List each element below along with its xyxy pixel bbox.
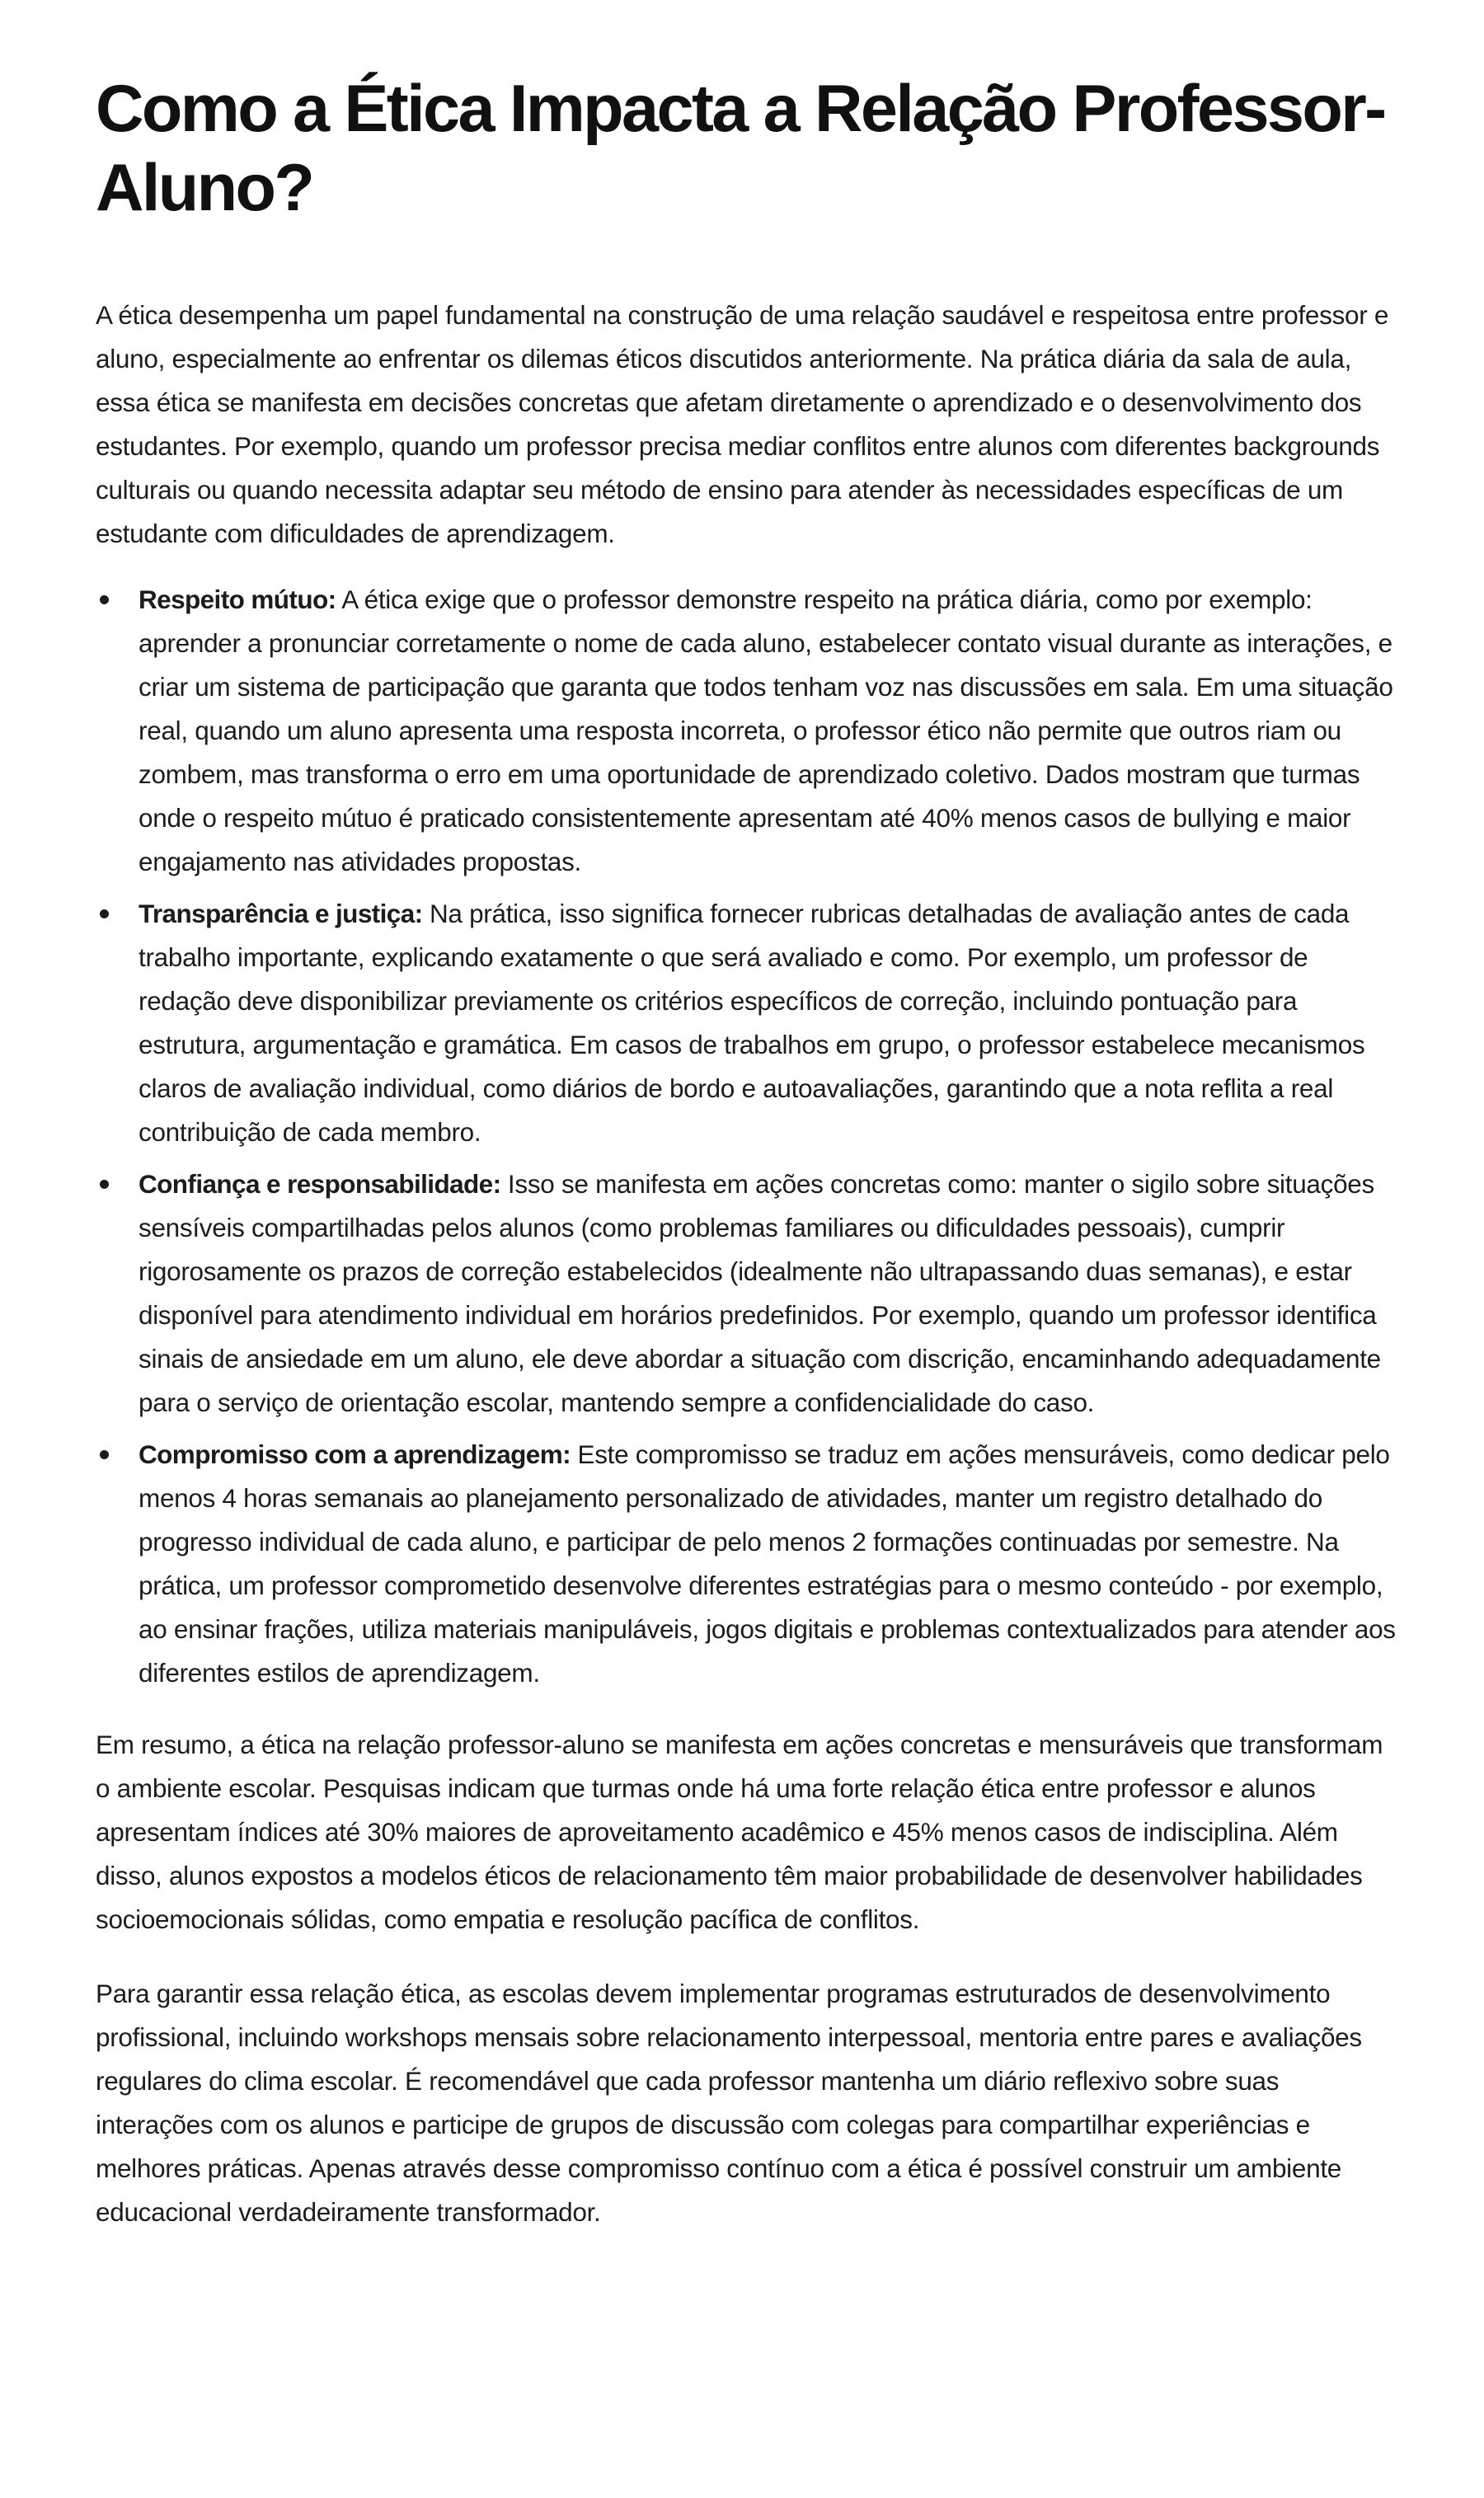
list-item-text: A ética exige que o professor demonstre respeito na prática diária, como por exemplo: aprender a pronunciar corretamente o nome de cada aluno, estabelecer contato visual durante as interações, e criar um sistema de participação que garanta que todos tenham voz nas discussões em sala. Em uma situação real, quando um aluno apresenta uma resposta incorreta, o professor ético não permite que outros riam ou zombem, mas transforma o erro em uma oportunidade de aprendizado coletivo. Dados mostram que turmas onde o respeito mútuo é praticado consistentemente apresentam até 40% menos casos de bullying e maior engajamento nas atividades propostas. [139, 585, 1393, 876]
list-item-title: Compromisso com a aprendizagem: [139, 1439, 571, 1469]
list-item-text: Isso se manifesta em ações concretas como: manter o sigilo sobre situações sensíveis compartilhadas pelos alunos (como problemas familiares ou dificuldades pessoais), cumprir rigorosamente os prazos de correção estabelecidos (idealmente não ultrapassando duas semanas), e estar disponível para atendimento individual em horários predefinidos. Por exemplo, quando um professor identifica sinais de ansiedade em um aluno, ele deve abordar a situação com discrição, encaminhando adequadamente para o serviço de orientação escolar, mantendo sempre a confidencialidade do caso. [139, 1169, 1381, 1417]
bullet-icon [100, 1180, 109, 1189]
list-item-text: Este compromisso se traduz em ações mensuráveis, como dedicar pelo menos 4 horas semanais ao planejamento personalizado de atividades, manter um registro detalhado do progresso individual de cada aluno, e participar de pelo menos 2 formações continuadas por semestre. Na prática, um professor comprometido desenvolve diferentes estratégias para o mesmo conteúdo - por exemplo, ao ensinar frações, utiliza materiais manipuláveis, jogos digitais e problemas contextualizados para atender aos diferentes estilos de aprendizagem. [139, 1439, 1396, 1688]
list-item-title: Transparência e justiça: [139, 899, 423, 928]
list-item-respeito-mutuo [96, 578, 1398, 884]
list-item-title: Confiança e responsabilidade: [139, 1169, 501, 1199]
list-item-text: Na prática, isso significa fornecer rubricas detalhadas de avaliação antes de cada trabalho importante, explicando exatamente o que será avaliado e como. Por exemplo, um professor de redação deve disponibilizar previamente os critérios específicos de correção, incluindo pontuação para estrutura, argumentação e gramática. Em casos de trabalhos em grupo, o professor estabelece mecanismos claros de avaliação individual, como diários de bordo e autoavaliações, garantindo que a nota reflita a real contribuição de cada membro. [139, 899, 1365, 1147]
bullet-icon [100, 1450, 109, 1459]
intro-paragraph: A ética desempenha um papel fundamental na construção de uma relação saudável e respeitosa entre professor e aluno, especialmente ao enfrentar os dilemas éticos discutidos anteriormente. Na prática diária da sala de aula, essa ética se manifesta em decisões concretas que afetam diretamente o aprendizado e o desenvolvimento dos estudantes. Por exemplo, quando um professor precisa mediar conflitos entre alunos com diferentes backgrounds culturais ou quando necessita adaptar seu método de ensino para atender às necessidades específicas de um estudante com dificuldades de aprendizagem. [96, 300, 1389, 548]
bullet-icon [100, 909, 109, 918]
page-title: Como a Ética Impacta a Relação Professor-Aluno? [96, 72, 1385, 225]
list-item-title: Respeito mútuo: [139, 585, 336, 614]
summary-paragraph: Em resumo, a ética na relação professor-aluno se manifesta em ações concretas e mensuráveis que transformam o ambiente escolar. Pesquisas indicam que turmas onde há uma forte relação ética entre professor e alunos apresentam índices até 30% maiores de aproveitamento acadêmico e 45% menos casos de indisciplina. Além disso, alunos expostos a modelos éticos de relacionamento têm maior probabilidade de desenvolver habilidades socioemocionais sólidas, como empatia e resolução pacífica de conflitos. [96, 1730, 1383, 1934]
list-item-confianca-responsabilidade [96, 1162, 1398, 1425]
list-item-transparencia-justica [96, 892, 1398, 1154]
bullet-icon [100, 595, 109, 604]
closing-paragraph: Para garantir essa relação ética, as escolas devem implementar programas estruturados de desenvolvimento profissional, incluindo workshops mensais sobre relacionamento interpessoal, mentoria entre pares e avaliações regulares do clima escolar. É recomendável que cada professor mantenha um diário reflexivo sobre suas interações com os alunos e participe de grupos de discussão com colegas para compartilhar experiências e melhores práticas. Apenas através desse compromisso contínuo com a ética é possível construir um ambiente educacional verdadeiramente transformador. [96, 1979, 1362, 2227]
bullet-list [96, 578, 1398, 1695]
list-item-compromisso-aprendizagem [96, 1433, 1398, 1695]
article [96, 69, 1398, 2234]
